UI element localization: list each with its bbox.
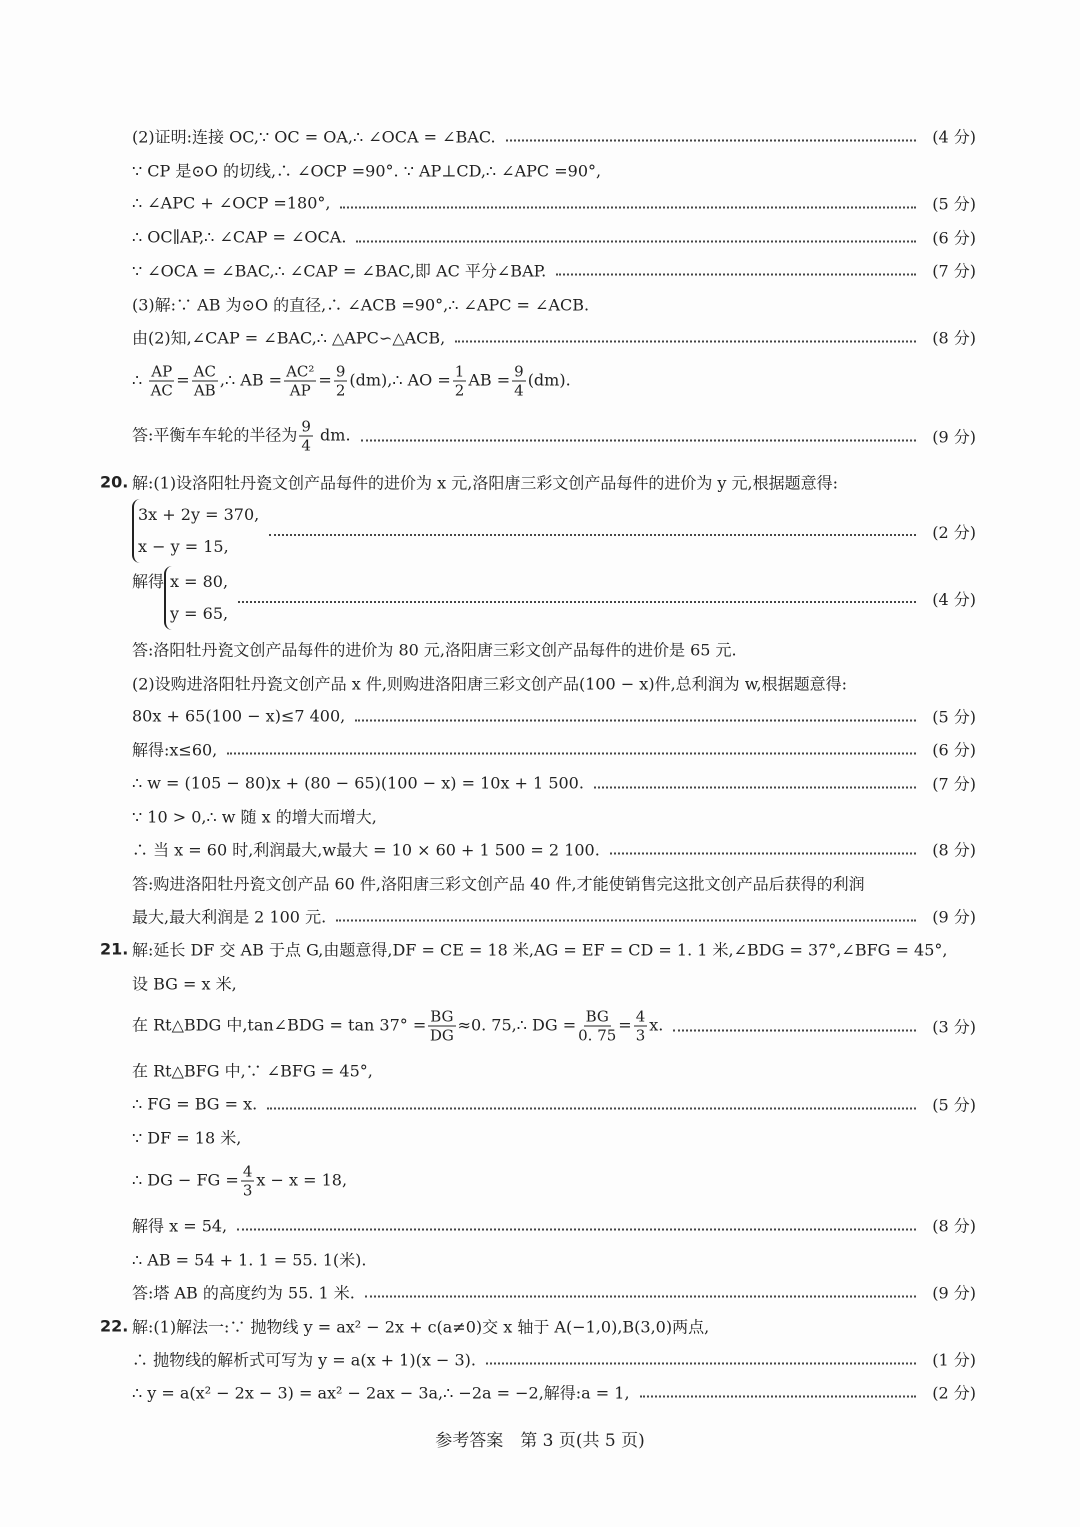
- denominator: AB: [193, 381, 216, 400]
- score-mark: (8 分): [932, 328, 976, 348]
- text-segment: 解:(1)设洛阳牡丹瓷文创产品每件的进价为 x 元,洛阳唐三彩文创产品每件的进价为 y 元,根据题意得:: [132, 473, 839, 493]
- answer-line: [132, 259, 976, 282]
- text-segment: ∴ y = a(x² − 2x − 3) = ax² − 2ax − 3a,∴ −2a = −2,解得:a = 1,: [132, 1383, 630, 1403]
- answer-line: [132, 738, 976, 761]
- line-content: [132, 418, 351, 455]
- text-segment: ∴ 当 x = 60 时,利润最大,w最大 = 10 × 60 + 1 500 = 2 100.: [132, 840, 600, 860]
- denominator: 4: [301, 436, 311, 455]
- answer-line: [132, 1214, 976, 1237]
- line-content: [132, 938, 947, 961]
- answer-line: [132, 418, 976, 455]
- answer-line: [132, 872, 976, 895]
- answer-line: [100, 1315, 976, 1338]
- text-segment: ∴ DG − FG =: [132, 1170, 239, 1190]
- text-segment: 答:平衡车车轮的半径为: [132, 425, 298, 445]
- answer-line: [132, 1059, 976, 1082]
- text-segment: ∵ DF = 18 米,: [132, 1128, 242, 1148]
- text-segment: dm.: [314, 425, 351, 445]
- dot-leader: [610, 852, 916, 854]
- line-content: [132, 1163, 347, 1200]
- fraction: [284, 363, 316, 400]
- text-segment: 解得: [132, 572, 165, 591]
- line-content: [132, 159, 601, 182]
- score-mark: (7 分): [932, 774, 976, 794]
- dot-leader: [361, 439, 916, 441]
- line-content: [132, 805, 377, 828]
- answer-line: [132, 1126, 976, 1149]
- dot-leader: [356, 240, 916, 242]
- fraction: [334, 363, 348, 400]
- numerator: 9: [514, 362, 524, 381]
- text-segment: ∴ ∠APC + ∠OCP =180°,: [132, 193, 331, 213]
- denominator: AP: [289, 381, 311, 400]
- numerator: 4: [242, 1162, 253, 1181]
- line-content: [132, 566, 228, 630]
- text-segment: 答:购进洛阳牡丹瓷文创产品 60 件,洛阳唐三彩文创产品 40 件,才能使销售完这批文创产品后获得的利润: [132, 874, 865, 894]
- text-segment: ∴ w = (105 − 80)x + (80 − 65)(100 − x) = 10x + 1 500.: [132, 773, 584, 793]
- numerator: 9: [335, 362, 346, 381]
- numerator: 1: [454, 362, 465, 381]
- score-mark: (5 分): [932, 707, 976, 727]
- denominator: DG: [429, 1026, 454, 1045]
- dot-leader: [267, 1107, 916, 1109]
- line-content: [132, 326, 445, 349]
- answer-line: [132, 192, 976, 215]
- line-content: [132, 638, 737, 661]
- score-mark: (9 分): [932, 907, 976, 927]
- text-segment: 解得 x = 54,: [132, 1216, 228, 1236]
- numerator: AP: [151, 362, 173, 381]
- answer-line: [132, 1348, 976, 1371]
- answer-line: [132, 805, 976, 828]
- numerator: 4: [635, 1007, 646, 1026]
- line-content: [132, 838, 600, 861]
- line-content: [132, 774, 584, 793]
- answer-line: [132, 1093, 976, 1116]
- text-segment: (dm),∴ AO =: [349, 370, 451, 390]
- answer-line: [132, 905, 976, 928]
- line-content: [132, 1214, 227, 1237]
- denominator: 0. 75: [578, 1026, 617, 1045]
- text-segment: (2)证明:连接 OC,∵ OC = OA,∴ ∠OCA = ∠BAC.: [132, 127, 496, 147]
- text-segment: ,∴ AB =: [219, 370, 283, 390]
- dot-leader: [486, 1362, 916, 1364]
- line-content: [132, 905, 326, 928]
- score-mark: (8 分): [932, 1216, 976, 1236]
- text-segment: (dm).: [527, 370, 571, 390]
- dot-leader: [227, 752, 916, 754]
- line-content: [132, 1059, 373, 1082]
- answer-line: [132, 566, 976, 630]
- line-content: [132, 872, 865, 895]
- dot-leader: [238, 601, 916, 603]
- fraction: [149, 363, 174, 400]
- answer-line: [132, 125, 976, 148]
- denominator: 2: [335, 381, 346, 400]
- text-segment: AB =: [468, 370, 511, 390]
- score-mark: (4 分): [932, 127, 976, 147]
- line-content: [132, 738, 217, 761]
- dot-leader: [355, 719, 916, 721]
- score-mark: (5 分): [932, 1095, 976, 1115]
- dot-leader: [640, 1395, 916, 1397]
- text-segment: ∴: [132, 370, 148, 390]
- text-segment: ∴ 抛物线的解析式可写为 y = a(x + 1)(x − 3).: [132, 1350, 476, 1370]
- score-mark: (7 分): [932, 261, 976, 281]
- text-segment: ∴ AB = 54 + 1. 1 = 55. 1(米).: [132, 1250, 367, 1270]
- text-segment: x.: [649, 1015, 664, 1035]
- dot-leader: [673, 1029, 916, 1031]
- dot-leader: [365, 1295, 916, 1297]
- text-segment: ∵ CP 是⊙O 的切线,∴ ∠OCP =90°. ∵ AP⊥CD,∴ ∠APC =90°,: [132, 161, 602, 181]
- line-content: [132, 1381, 630, 1404]
- score-mark: (2 分): [932, 522, 976, 542]
- answer-line: [132, 326, 976, 349]
- equation-row: x − y = 15,: [138, 537, 229, 556]
- denominator: 4: [514, 381, 524, 400]
- answer-line: [132, 972, 976, 995]
- answer-line: [132, 772, 976, 795]
- text-segment: ≈0. 75,∴ DG =: [457, 1015, 577, 1035]
- line-content: [132, 228, 346, 247]
- numerator: BG: [585, 1007, 609, 1026]
- fraction: [241, 1163, 255, 1200]
- text-segment: 解:延长 DF 交 AB 于点 G,由题意得,DF = CE = 18 米,AG = EF = CD = 1. 1 米,∠BDG = 37°,∠BFG = 45°,: [132, 940, 948, 960]
- score-mark: (5 分): [932, 194, 976, 214]
- score-mark: (9 分): [932, 427, 976, 447]
- score-mark: (6 分): [932, 228, 976, 248]
- denominator: 3: [635, 1026, 646, 1045]
- answer-line: [132, 638, 976, 661]
- text-segment: 在 Rt△BDG 中,tan∠BDG = tan 37° =: [132, 1015, 427, 1035]
- dot-leader: [455, 340, 916, 342]
- dot-leader: [556, 273, 916, 275]
- text-segment: (3)解:∵ AB 为⊙O 的直径,∴ ∠ACB =90°,∴ ∠APC = ∠ACB.: [132, 295, 590, 315]
- text-segment: =: [618, 1015, 632, 1035]
- answer-line: [132, 705, 976, 728]
- answer-line: [132, 1281, 976, 1304]
- denominator: 3: [242, 1181, 253, 1200]
- numerator: 9: [301, 417, 311, 436]
- numerator: AC²: [286, 362, 315, 381]
- answer-line: [100, 938, 976, 961]
- answer-line: [132, 1381, 976, 1404]
- dot-leader: [269, 534, 916, 536]
- answer-line: [132, 1163, 976, 1200]
- text-segment: 在 Rt△BFG 中,∵ ∠BFG = 45°,: [132, 1061, 373, 1081]
- score-mark: (6 分): [932, 740, 976, 760]
- text-segment: =: [176, 370, 190, 390]
- equation-row: x = 80,: [170, 572, 229, 591]
- equation-row: 3x + 2y = 370,: [138, 505, 260, 524]
- line-content: [132, 1008, 663, 1045]
- text-segment: ∵ ∠OCA = ∠BAC,∴ ∠CAP = ∠BAC,即 AC 平分∠BAP.: [132, 261, 547, 281]
- answer-line: [132, 499, 976, 563]
- text-segment: 80x + 65(100 − x)≤7 400,: [132, 706, 346, 726]
- text-segment: 解得:x≤60,: [132, 740, 218, 760]
- text-segment: x − x = 18,: [256, 1170, 348, 1190]
- dot-leader: [594, 786, 916, 788]
- fraction: [512, 363, 526, 400]
- text-segment: 答:塔 AB 的高度约为 55. 1 米.: [132, 1283, 355, 1303]
- line-content: [132, 707, 345, 726]
- line-content: [132, 1348, 476, 1371]
- fraction: [192, 363, 218, 400]
- question-number: 20.: [100, 472, 129, 492]
- line-content: [132, 1095, 257, 1114]
- fraction: [428, 1008, 455, 1045]
- dot-leader: [506, 139, 916, 141]
- line-content: [132, 259, 546, 282]
- denominator: AC: [150, 381, 173, 400]
- fraction: [453, 363, 467, 400]
- fraction: [299, 418, 313, 455]
- line-content: [132, 293, 589, 316]
- text-segment: 答:洛阳牡丹瓷文创产品每件的进价为 80 元,洛阳唐三彩文创产品每件的进价是 65 元.: [132, 640, 737, 660]
- text-segment: 由(2)知,∠CAP = ∠BAC,∴ △APC∽△ACB,: [132, 328, 446, 348]
- text-segment: ∴ FG = BG = x.: [132, 1094, 258, 1114]
- equation-row: y = 65,: [170, 604, 229, 623]
- line-content: [132, 972, 237, 995]
- text-segment: 设 BG = x 米,: [132, 974, 237, 994]
- text-segment: 最大,最大利润是 2 100 元.: [132, 907, 327, 927]
- line-content: [132, 125, 496, 148]
- answer-line: [132, 1008, 976, 1045]
- score-mark: (2 分): [932, 1383, 976, 1403]
- page-footer: 参考答案 第 3 页(共 5 页): [435, 1431, 645, 1451]
- text-segment: 解:(1)解法一:∵ 抛物线 y = ax² − 2x + c(a≠0)交 x 轴于 A(−1,0),B(3,0)两点,: [132, 1317, 710, 1337]
- numerator: AC: [193, 362, 216, 381]
- line-content: [132, 471, 838, 494]
- line-content: [132, 1126, 241, 1149]
- equation-system: [132, 499, 259, 563]
- score-mark: (9 分): [932, 1283, 976, 1303]
- text-segment: ∵ 10 > 0,∴ w 随 x 的增大而增大,: [132, 807, 377, 827]
- dot-leader: [336, 919, 916, 921]
- denominator: 2: [454, 381, 465, 400]
- numerator: BG: [430, 1007, 454, 1026]
- question-number: 21.: [100, 939, 129, 959]
- line-content: [132, 1281, 355, 1304]
- question-number: 22.: [100, 1316, 129, 1336]
- answer-line: [132, 672, 976, 695]
- line-content: [132, 363, 571, 400]
- line-content: [132, 194, 330, 213]
- fraction: [578, 1008, 616, 1045]
- answer-line: [132, 226, 976, 249]
- text-segment: (2)设购进洛阳牡丹瓷文创产品 x 件,则购进洛阳唐三彩文创产品(100 − x)件,总利润为 w,根据题意得:: [132, 674, 848, 694]
- score-mark: (8 分): [932, 840, 976, 860]
- score-mark: (3 分): [932, 1017, 976, 1037]
- text-segment: ∴ OC∥AP,∴ ∠CAP = ∠OCA.: [132, 227, 347, 247]
- line-content: [132, 1315, 709, 1338]
- dot-leader: [237, 1228, 916, 1230]
- line-content: [132, 1248, 367, 1271]
- score-mark: (4 分): [932, 589, 976, 609]
- answer-line: [132, 838, 976, 861]
- fraction: [634, 1008, 648, 1045]
- line-content: [132, 672, 847, 695]
- text-segment: =: [318, 370, 332, 390]
- dot-leader: [340, 206, 916, 208]
- answer-line: [100, 471, 976, 494]
- answer-line: [132, 1248, 976, 1271]
- equation-system: [164, 566, 228, 630]
- answer-line: [132, 159, 976, 182]
- answer-line: [132, 293, 976, 316]
- answer-line: [132, 363, 976, 400]
- score-mark: (1 分): [932, 1350, 976, 1370]
- line-content: [132, 499, 259, 563]
